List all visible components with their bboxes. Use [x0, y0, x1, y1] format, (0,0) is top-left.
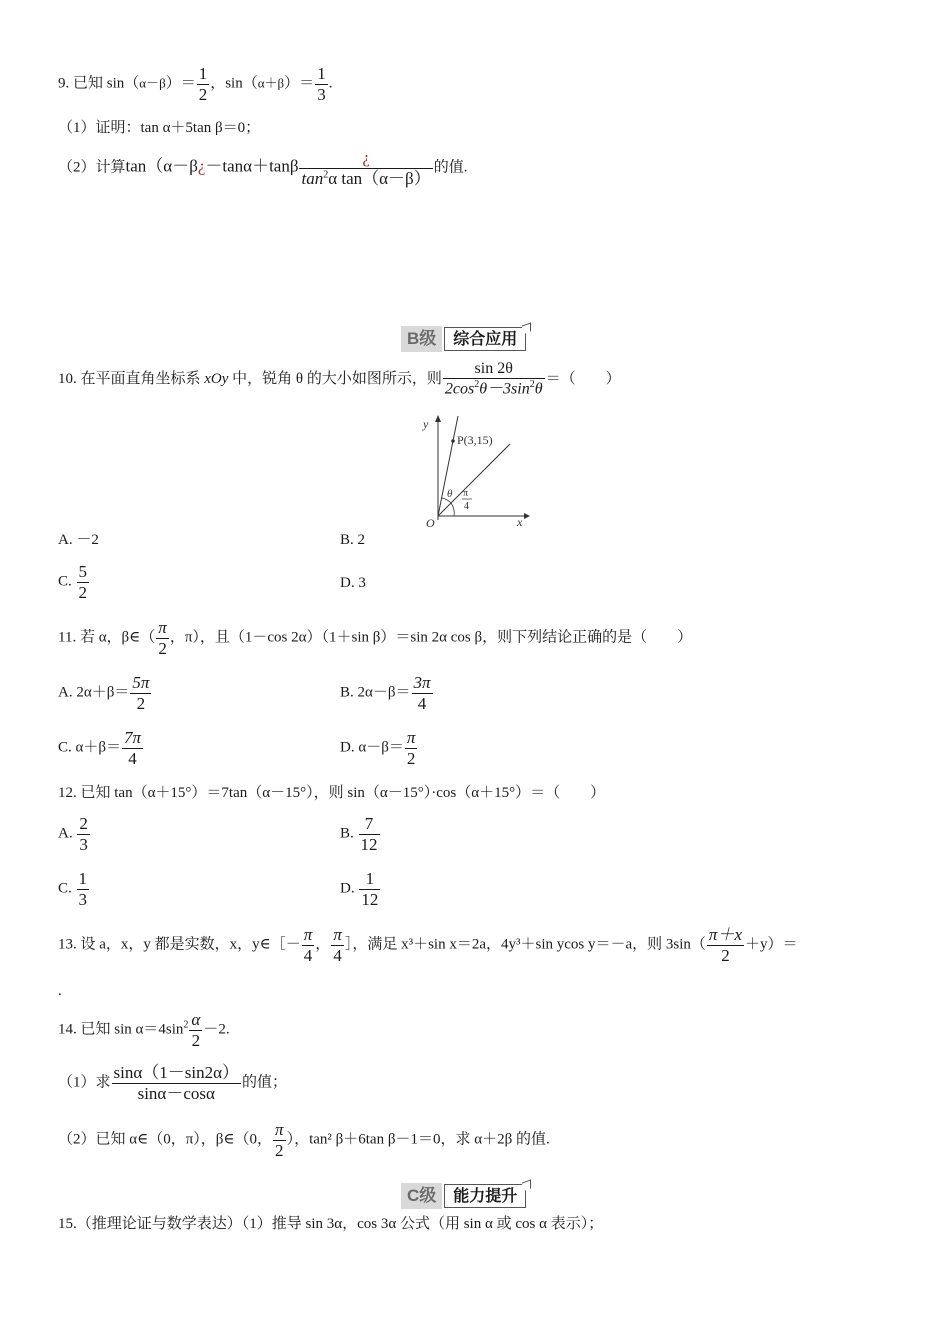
pi4-arc [451, 503, 454, 516]
q9-part2-head: tan（α－β [125, 156, 198, 176]
q10-option-c[interactable]: C. $\frac{5}{2}$ [58, 562, 88, 602]
q9-line1 [58, 64, 332, 104]
y-axis-arrow [435, 415, 441, 422]
q10-option-a[interactable]: A. －2 [58, 532, 99, 548]
q9-alpha-minus-beta: α－β [139, 75, 166, 91]
q11-mid: ，π），且（1－cos 2α）（1＋sin β）＝sin 2α cos β，则下列结论正确的是（ ） [169, 629, 693, 646]
origin-label: O [426, 516, 435, 530]
q9-part2-suffix: 的值. [433, 159, 468, 176]
q10-fraction: $\frac{\sin 2\theta}{2\cos^2\theta-3\sin^2\theta}$ [444, 360, 543, 398]
q14-part1: （1）求 $\frac{\sin\alpha(1-\sin 2\alpha)}{\sin\alpha-\cos\alpha}$ 的值； [58, 1063, 288, 1103]
q10-suffix: ＝（ ） [545, 371, 621, 387]
q10-c-fraction: $\frac{5}{2}$ [78, 562, 88, 602]
q12-option-d[interactable]: D. $\frac{1}{12}$ [340, 869, 379, 909]
q9-part1: （1）证明：tan α＋5tan β＝0； [58, 120, 261, 136]
q9-prefix: 9. 已知 sin（ [58, 75, 140, 92]
q10-xoy: xOy [204, 371, 229, 387]
q12-option-b[interactable]: B. $\frac{7}{12}$ [340, 814, 378, 854]
q14-prefix: 14. 已知 sin α＝4sin [58, 1021, 184, 1038]
q9-eq1: ）＝ [165, 75, 196, 92]
q14-line: 14. 已知 $\sin \alpha=4\sin^2$ $\frac{\alpha}{2}$ －2. [58, 1010, 230, 1050]
q10-option-b[interactable]: B. 2 [340, 532, 366, 548]
q9-part2 [58, 148, 467, 188]
q13-prefix: 13. 设 a，x，y 都是实数，x，y∈［－ [58, 936, 301, 953]
point-p-label: P(3,15) [457, 433, 493, 447]
section-b-title: 综合应用 [444, 327, 526, 351]
pi-label: π [463, 488, 469, 499]
x-axis-arrow [524, 513, 530, 519]
q12-option-a[interactable]: A. $\frac{2}{3}$ [58, 814, 88, 854]
q11-option-d[interactable]: D. α－β＝ $\frac{\pi}{2}$ [340, 728, 416, 768]
q9-frac-half: $\frac{1}{2}$ [198, 64, 208, 104]
q13-line: 13. 设 a，x，y 都是实数，x，y∈［－ $\frac{\pi}{4}$ ， $\frac{\pi}{4}$ ］，满足 x³＋sin x＝2a，4y³＋sin ycos y＝－a，则 3sin（ $\frac{\pi+x}{2}$ ＋y）＝ [58, 925, 798, 965]
q10-prefix: 10. 在平面直角坐标系 [58, 371, 205, 387]
q14-part1-fraction: $\frac{\sin\alpha(1-\sin 2\alpha)}{\sin\alpha-\cos\alpha}$ [113, 1063, 240, 1103]
section-b-badge [401, 325, 526, 353]
q13-mid: ］，满足 x³＋sin x＝2a，4y³＋sin ycos y＝－a，则 3sin（ [344, 936, 706, 953]
q13-answer-blank: . [58, 983, 62, 999]
q11-frac: $\frac{\pi}{2}$ [158, 618, 167, 658]
four-label: 4 [464, 501, 469, 512]
q11-option-b[interactable]: B. 2α－β＝ $\frac{3\pi}{4}$ [340, 673, 431, 713]
section-b-level: B级 [401, 326, 442, 352]
q10-option-d[interactable]: D. 3 [340, 575, 366, 591]
q11-line [58, 618, 692, 658]
q9-period: . [328, 75, 333, 92]
q9-part2-fraction: $\frac{¿}{\tan^2\alpha \tan(\alpha-\beta)}$ [301, 148, 431, 188]
q12-option-c[interactable]: C. $\frac{1}{3}$ [58, 869, 88, 909]
section-c-level: C级 [401, 1183, 442, 1209]
q12-line: 12. 已知 tan（α＋15°）＝7tan（α－15°），则 sin（α－15°）·cos（α＋15°）＝（ ） [58, 785, 606, 801]
q10-mid: 中，锐角 θ 的大小如图所示，则 [228, 371, 442, 387]
ray-op [438, 416, 458, 516]
point-p [451, 439, 455, 443]
q11-prefix: 11. 若 α，β∈（ [58, 629, 156, 646]
q14-part2: （2）已知 α∈（0，π），β∈（0， $\frac{\pi}{2}$ ），tan² β＋6tan β－1＝0，求 α＋2β 的值. [58, 1120, 550, 1160]
section-c-badge [401, 1182, 526, 1210]
q15-line: 15.（推理论证与数学表达）（1）推导 sin 3α，cos 3α 公式（用 sin α 或 cos α 表示）； [58, 1216, 604, 1232]
q11-option-c[interactable]: C. α＋β＝ $\frac{7\pi}{4}$ [58, 728, 142, 768]
q13-suffix: ＋y）＝ [744, 936, 798, 953]
y-label: y [423, 417, 429, 431]
x-label: x [517, 515, 523, 529]
ray-pi-over-4 [438, 444, 510, 516]
q9-alpha-plus-beta: α＋β [257, 75, 285, 91]
q11-option-a[interactable]: A. 2α＋β＝ $\frac{5\pi}{2}$ [58, 673, 150, 713]
q10-line [58, 360, 621, 399]
q10-angle-figure [420, 412, 532, 530]
q9-frac-third: $\frac{1}{3}$ [317, 64, 326, 104]
q9-sin: ，sin（ [210, 75, 258, 92]
q9-eq2: ）＝ [284, 75, 315, 92]
q9-part2-tail: －tanα＋tanβ [205, 156, 299, 176]
theta-label: θ [447, 488, 453, 500]
q9-part2-glyph: ¿ [197, 156, 206, 176]
q9-part2-prefix: （2）计算 [58, 159, 126, 176]
section-c-title: 能力提升 [444, 1184, 526, 1208]
